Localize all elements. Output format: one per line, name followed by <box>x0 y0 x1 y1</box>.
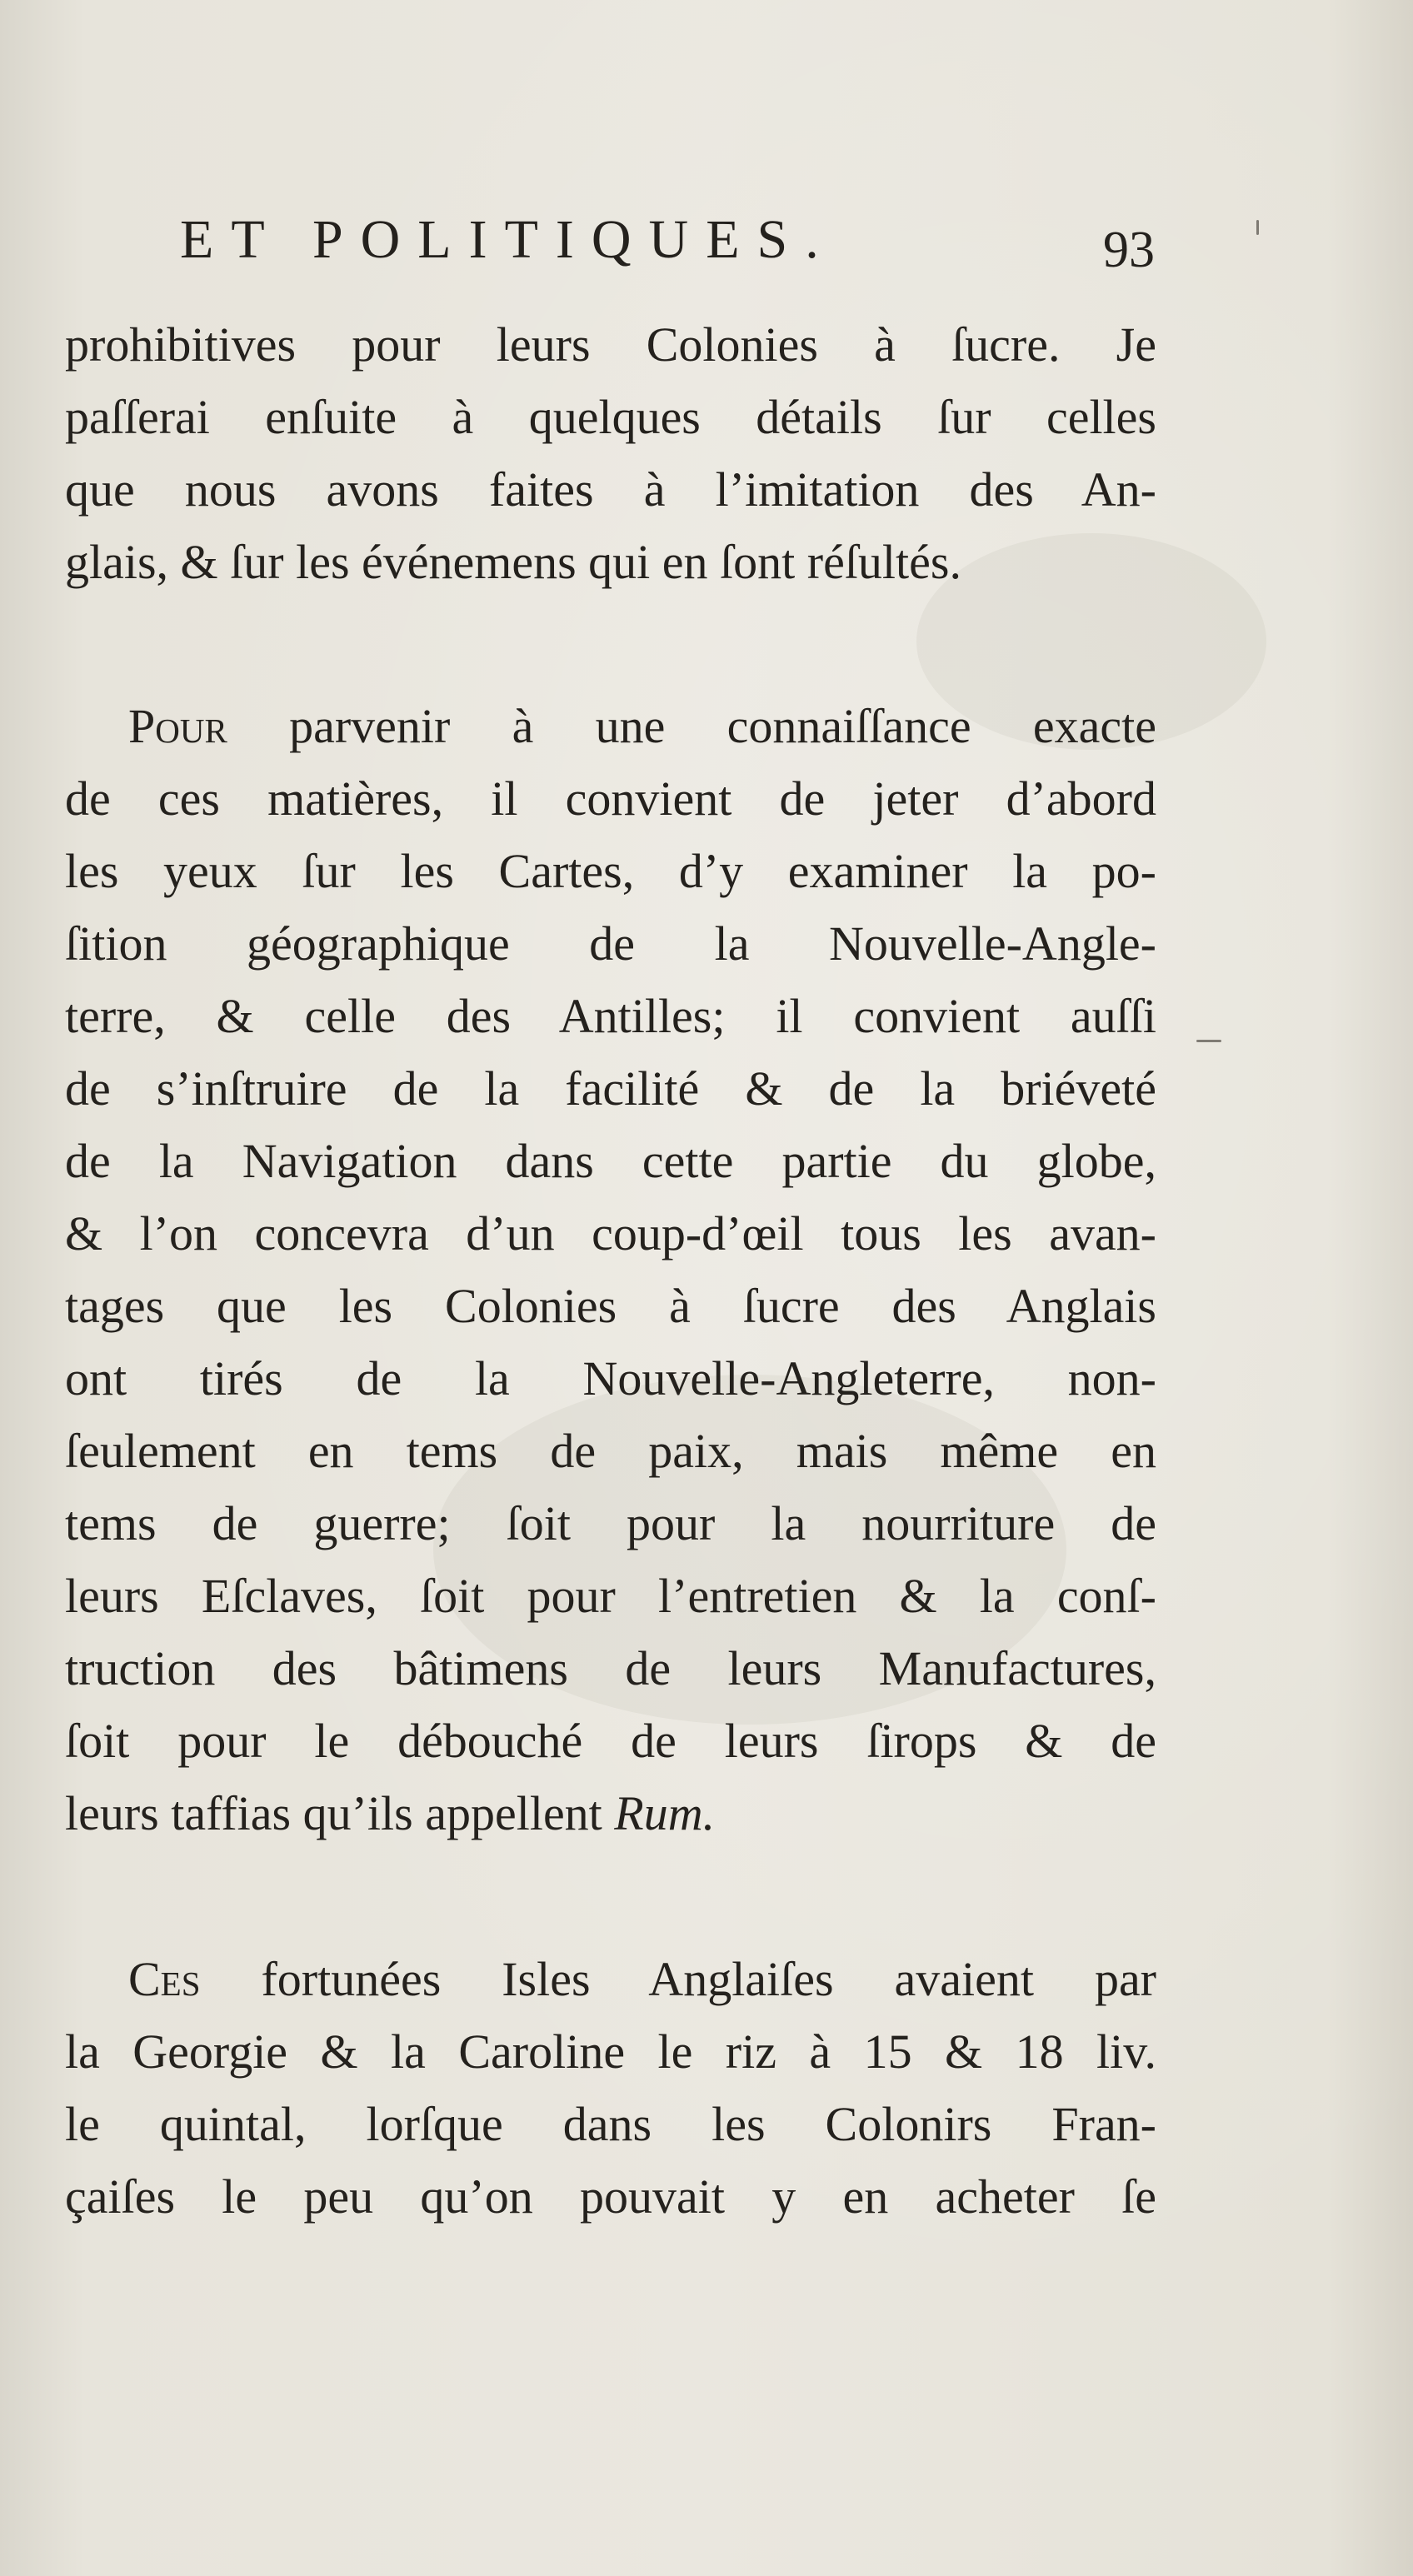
text-line <box>65 1943 1156 2015</box>
text-fragment: fortunées Isles Anglaiſes avaient par <box>200 1952 1156 2006</box>
text-line: ont tirés de la Nouvelle-Angleterre, non- <box>65 1351 1156 1405</box>
text-line: prohibitives pour leurs Colonies à ſucre. Je <box>65 317 1156 372</box>
body-text <box>65 308 1156 2233</box>
text-line: ſeulement en tems de paix, mais même en <box>65 1424 1156 1478</box>
text-line: & l’on concevra d’un coup-d’œil tous les avan- <box>65 1206 1156 1261</box>
text-line: que nous avons faites à l’imitation des An- <box>65 462 1156 517</box>
text-line: ſition géographique de la Nouvelle-Angle- <box>65 916 1156 971</box>
text-fragment: leurs taffias qu’ils appellent <box>65 1786 602 1840</box>
text-line <box>65 690 1156 762</box>
text-line: truction des bâtimens de leurs Manufactures, <box>65 1641 1156 1695</box>
text-line: leurs Eſclaves, ſoit pour l’entretien & la conſ- <box>65 1569 1156 1623</box>
ink-speck <box>1256 220 1259 235</box>
page-number: 93 <box>1103 222 1155 278</box>
text-line: de ces matières, il convient de jeter d’abord <box>65 771 1156 826</box>
paragraph-3 <box>65 1943 1156 2233</box>
ink-speck <box>1196 1040 1221 1042</box>
text-line: le quintal, lorſque dans les Colonirs Fran- <box>65 2097 1156 2151</box>
paragraph-lead-word: Pour <box>128 699 227 753</box>
text-line: les yeux ſur les Cartes, d’y examiner la po- <box>65 844 1156 898</box>
text-line: de s’inſtruire de la facilité & de la briéveté <box>65 1061 1156 1116</box>
paragraph-gap <box>65 598 1156 690</box>
text-line: ſoit pour le débouché de leurs ſirops & de <box>65 1714 1156 1768</box>
paragraph-1 <box>65 308 1156 598</box>
text-fragment: parvenir à une connaiſſance exacte <box>227 699 1156 753</box>
text-line: paſſerai enſuite à quelques détails ſur celles <box>65 390 1156 444</box>
running-head: ET POLITIQUES. <box>180 209 836 270</box>
text-line: de la Navigation dans cette partie du globe, <box>65 1134 1156 1188</box>
text-line: glais, & ſur les événemens qui en ſont réſultés. <box>65 535 961 589</box>
text-line: tems de guerre; ſoit pour la nourriture de <box>65 1496 1156 1550</box>
text-line <box>65 1777 1156 1850</box>
italic-word: Rum. <box>614 1786 716 1840</box>
text-line: terre, & celle des Antilles; il convient auſſi <box>65 989 1156 1043</box>
paragraph-lead-word: Ces <box>128 1952 201 2006</box>
paragraph-gap <box>65 1850 1156 1943</box>
paragraph-2 <box>65 690 1156 1850</box>
text-line: tages que les Colonies à ſucre des Anglais <box>65 1279 1156 1333</box>
text-line: çaiſes le peu qu’on pouvait y en acheter ſe <box>65 2169 1156 2224</box>
text-line: la Georgie & la Caroline le riz à 15 & 18 liv. <box>65 2024 1156 2079</box>
page-header <box>180 207 1155 278</box>
